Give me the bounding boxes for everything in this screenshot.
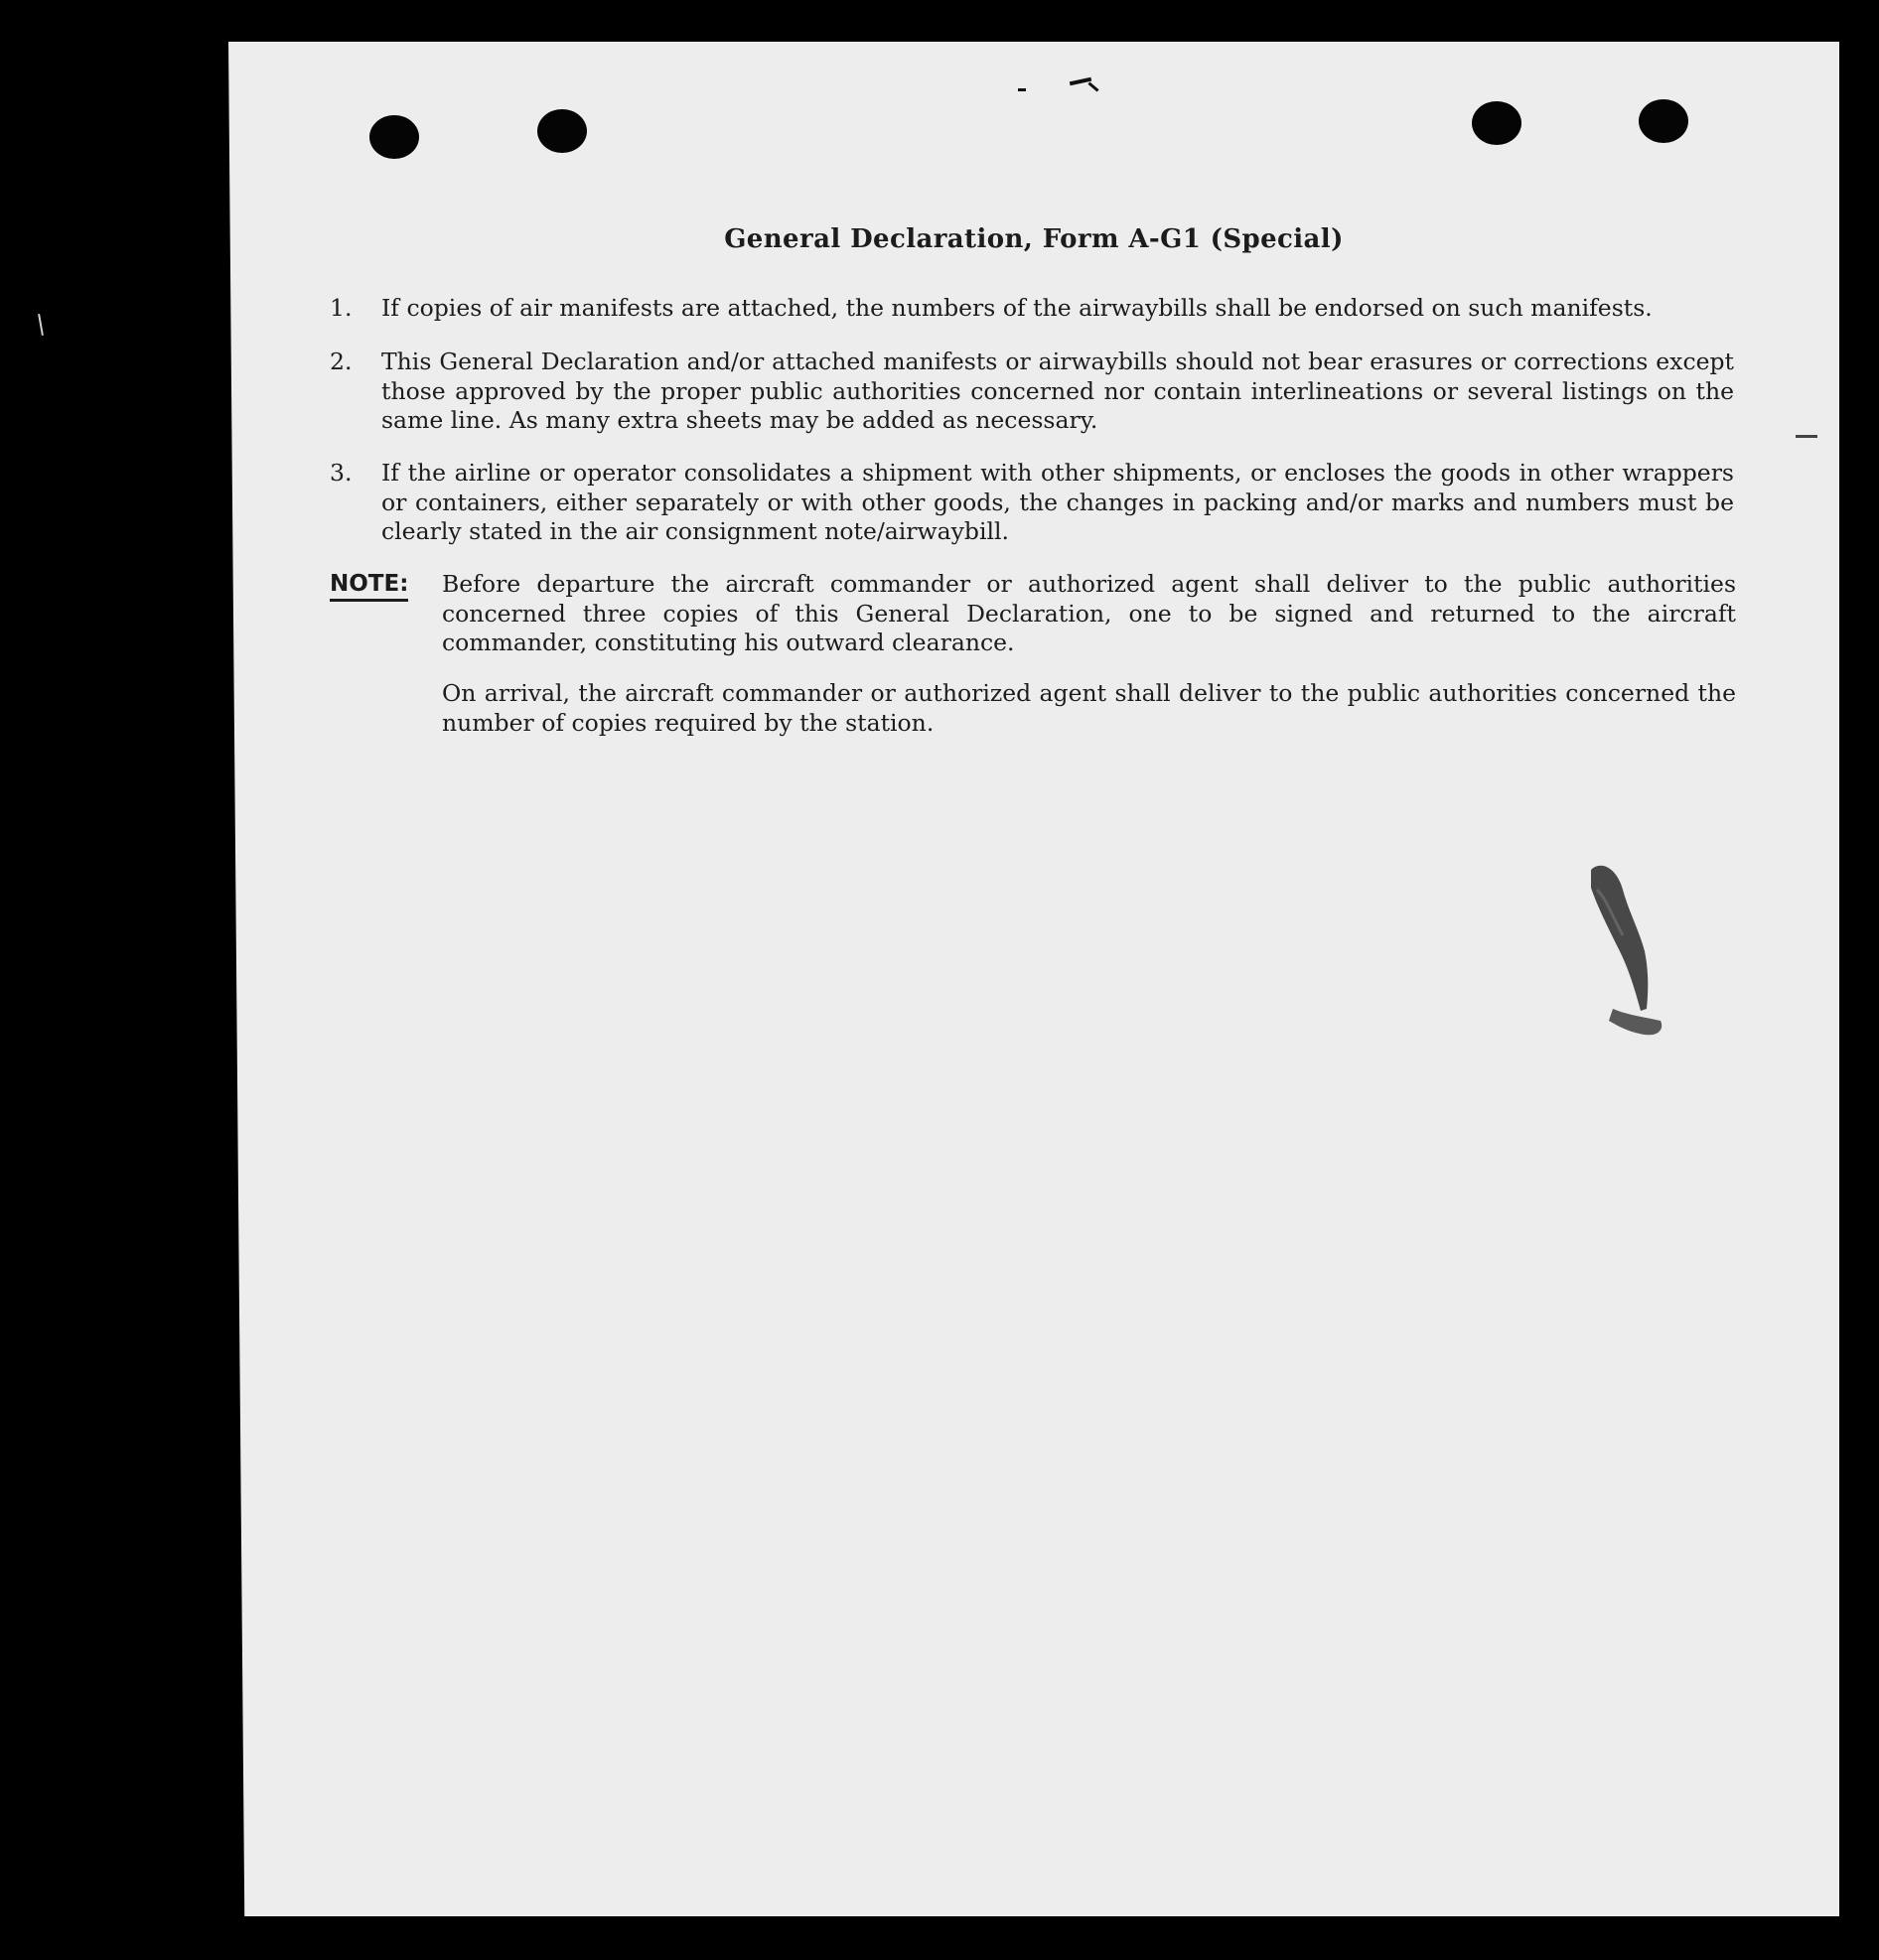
item-number: 2. xyxy=(330,348,353,375)
punch-hole xyxy=(1639,99,1688,143)
item-text: If the airline or operator consolidates a shipment with other shipments, or encloses the goods in other wrappers or containers, either separately or with other goods, the changes in packing and/or marks and numbers must be clearly stated in the air consignment note/airwaybill. xyxy=(381,459,1734,545)
scan-mark xyxy=(1796,435,1817,438)
ink-smudge xyxy=(1583,860,1672,1045)
item-text: If copies of air manifests are attached, the numbers of the airwaybills shall be endorsed on such manifests. xyxy=(381,294,1653,322)
scan-mark xyxy=(38,314,44,336)
note-text: Before departure the aircraft commander or authorized agent shall deliver to the public authorities concerned three copies of this General Declaration, one to be signed and returned to the aircraft commander, constituting his outward clearance. xyxy=(442,570,1736,656)
note-label xyxy=(330,570,442,658)
item-number: 3. xyxy=(330,459,353,487)
list-item xyxy=(330,294,1734,324)
note-label-text: NOTE: xyxy=(330,571,408,602)
document-title: General Declaration, Form A-G1 (Special) xyxy=(724,224,1344,254)
item-text: This General Declaration and/or attached manifests or airwaybills should not bear erasures or corrections except those approved by the proper public authorities concerned nor contain interlineations or several listings on the same line. As many extra sheets may be added as necessary. xyxy=(381,348,1734,434)
list-item xyxy=(330,459,1734,547)
list-item xyxy=(330,348,1734,436)
note-block xyxy=(330,570,1736,658)
punch-hole xyxy=(537,109,587,153)
punch-hole xyxy=(369,115,419,159)
scan-mark xyxy=(1018,88,1026,91)
item-number: 1. xyxy=(330,294,353,322)
punch-hole xyxy=(1472,101,1521,145)
note-second-paragraph: On arrival, the aircraft commander or authorized agent shall deliver to the public authorities concerned the number of copies required by the station. xyxy=(442,679,1736,737)
